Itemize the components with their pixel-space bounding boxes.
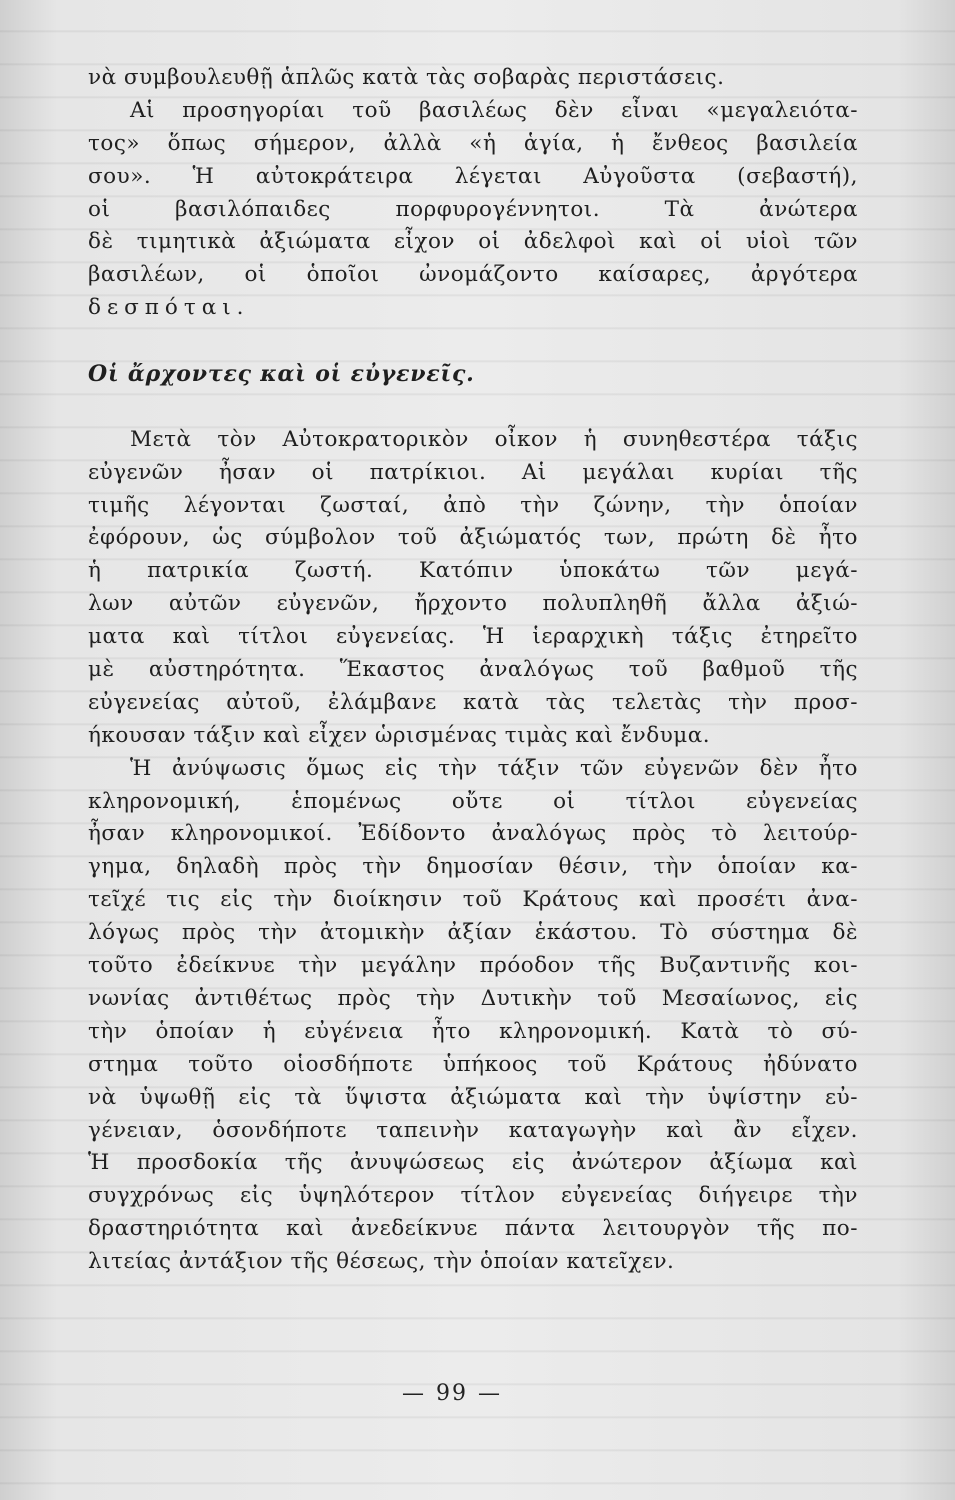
text-line: κληρονομική, ἑπομένως οὔτε οἱ τίτλοι εὐγενείας (88, 788, 858, 814)
text-line: συγχρόνως εἰς ὑψηλότερον τίτλον εὐγενείας διήγειρε τὴν (88, 1183, 858, 1209)
paragraph-3 (88, 424, 858, 753)
text-line: ἡ πατρικία ζωστή. Κατόπιν ὑποκάτω τῶν μεγά- (88, 558, 858, 584)
spacer (88, 391, 858, 424)
page-text (88, 62, 858, 1279)
text-line: γημα, δηλαδὴ πρὸς τὴν δημοσίαν θέσιν, τὴν ὁποίαν κα- (88, 854, 858, 880)
section-heading: Οἱ ἄρχοντες καὶ οἱ εὐγενεῖς. (88, 361, 475, 388)
text-line: Αἱ προσηγορίαι τοῦ βασιλέως δὲν εἶναι «μεγαλειότα- (130, 97, 858, 123)
text-line: Μετὰ τὸν Αὐτοκρατορικὸν οἶκον ἡ συνηθεστέρα τάξις (130, 426, 858, 452)
text-line: ήκουσαν τάξιν καὶ εἶχεν ὡρισμένας τιμὰς καὶ ἔνδυμα. (88, 722, 711, 748)
text-line: ἐφόρουν, ὡς σύμβολον τοῦ ἀξιώματός των, πρώτη δὲ ἦτο (88, 525, 858, 551)
text-line: λιτείας ἀντάξιον τῆς θέσεως, τὴν ὁποίαν κατεῖχεν. (88, 1249, 675, 1275)
text-line: γένειαν, ὁσονδήποτε ταπεινὴν καταγωγὴν καὶ ἂν εἶχεν. (88, 1117, 858, 1143)
text-line: νὰ συμβουλευθῇ ἁπλῶς κατὰ τὰς σοβαρὰς περιστάσεις. (88, 65, 725, 90)
text-line: Ἡ προσδοκία τῆς ἀνυψώσεως εἰς ἀνώτερον ἀξίωμα καὶ (88, 1150, 858, 1176)
text-line: σου». Ἡ αὐτοκράτειρα λέγεται Αὐγοῦστα (σεβαστή), (88, 163, 858, 189)
page-number-footer (372, 1381, 532, 1406)
text-line: τὴν ὁποίαν ἡ εὐγένεια ἦτο κληρονομική. Κατὰ τὸ σύ- (88, 1018, 858, 1044)
text-line: νὰ ὑψωθῇ εἰς τὰ ὕψιστα ἀξιώματα καὶ τὴν ὑψίστην εὐ- (88, 1084, 858, 1110)
spacer (88, 325, 858, 358)
text-line: ματα καὶ τίτλοι εὐγενείας. Ἡ ἱεραρχικὴ τάξις ἐτηρεῖτο (88, 624, 858, 650)
text-line: μὲ αὐστηρότητα. Ἕκαστος ἀναλόγως τοῦ βαθμοῦ τῆς (88, 657, 858, 683)
text-line: στημα τοῦτο οἱοσδήποτε ὑπήκοος τοῦ Κράτους ἠδύνατο (88, 1051, 858, 1077)
text-line: λόγως πρὸς τὴν ἀτομικὴν ἀξίαν ἑκάστου. Τὸ σύστημα δὲ (88, 920, 858, 946)
text-line: δὲ τιμητικὰ ἀξιώματα εἶχον οἱ ἀδελφοὶ καὶ οἱ υἱοὶ τῶν (88, 229, 858, 255)
text-line: νωνίας ἀντιθέτως πρὸς τὴν Δυτικὴν τοῦ Μεσαίωνος, εἰς (88, 985, 858, 1011)
text-line: οἱ βασιλόπαιδες πορφυρογέννητοι. Τὰ ἀνώτερα (88, 196, 858, 222)
dash-right: — (478, 1381, 502, 1406)
text-line: ἦσαν κληρονομικοί. Ἐδίδοντο ἀναλόγως πρὸς τὸ λειτούρ- (88, 821, 858, 847)
text-line: τεῖχέ τις εἰς τὴν διοίκησιν τοῦ Κράτους καὶ προσέτι ἀνα- (88, 887, 858, 913)
text-line: τος» ὅπως σήμερον, ἀλλὰ «ἡ ἁγία, ἡ ἔνθεος βασιλεία (88, 130, 858, 156)
text-line: τιμῆς λέγονται ζωσταί, ἀπὸ τὴν ζώνην, τὴν ὁποίαν (88, 492, 858, 518)
text-line: Ἡ ἀνύψωσις ὅμως εἰς τὴν τάξιν τῶν εὐγενῶν δὲν ἦτο (130, 755, 858, 781)
text-line: δεσπόται. (88, 295, 250, 321)
text-line: δραστηριότητα καὶ ἀνεδείκνυε πάντα λειτουργὸν τῆς πο- (88, 1216, 858, 1242)
paragraph-1 (88, 62, 858, 95)
page-number: 99 (436, 1381, 468, 1406)
paragraph-2 (88, 95, 858, 325)
text-line: λων αὐτῶν εὐγενῶν, ἤρχοντο πολυπληθῆ ἄλλα ἀξιώ- (88, 591, 858, 617)
text-line: εὐγενῶν ἦσαν οἱ πατρίκιοι. Αἱ μεγάλαι κυρίαι τῆς (88, 459, 858, 485)
text-line: τοῦτο ἐδείκνυε τὴν μεγάλην πρόοδον τῆς Βυζαντινῆς κοι- (88, 953, 858, 979)
text-line: βασιλέων, οἱ ὁποῖοι ὠνομάζοντο καίσαρες, ἀργότερα (88, 262, 858, 288)
text-line: εὐγενείας αὐτοῦ, ἐλάμβανε κατὰ τὰς τελετὰς τὴν προσ- (88, 689, 858, 715)
dash-left: — (402, 1381, 426, 1406)
paragraph-4 (88, 753, 858, 1279)
